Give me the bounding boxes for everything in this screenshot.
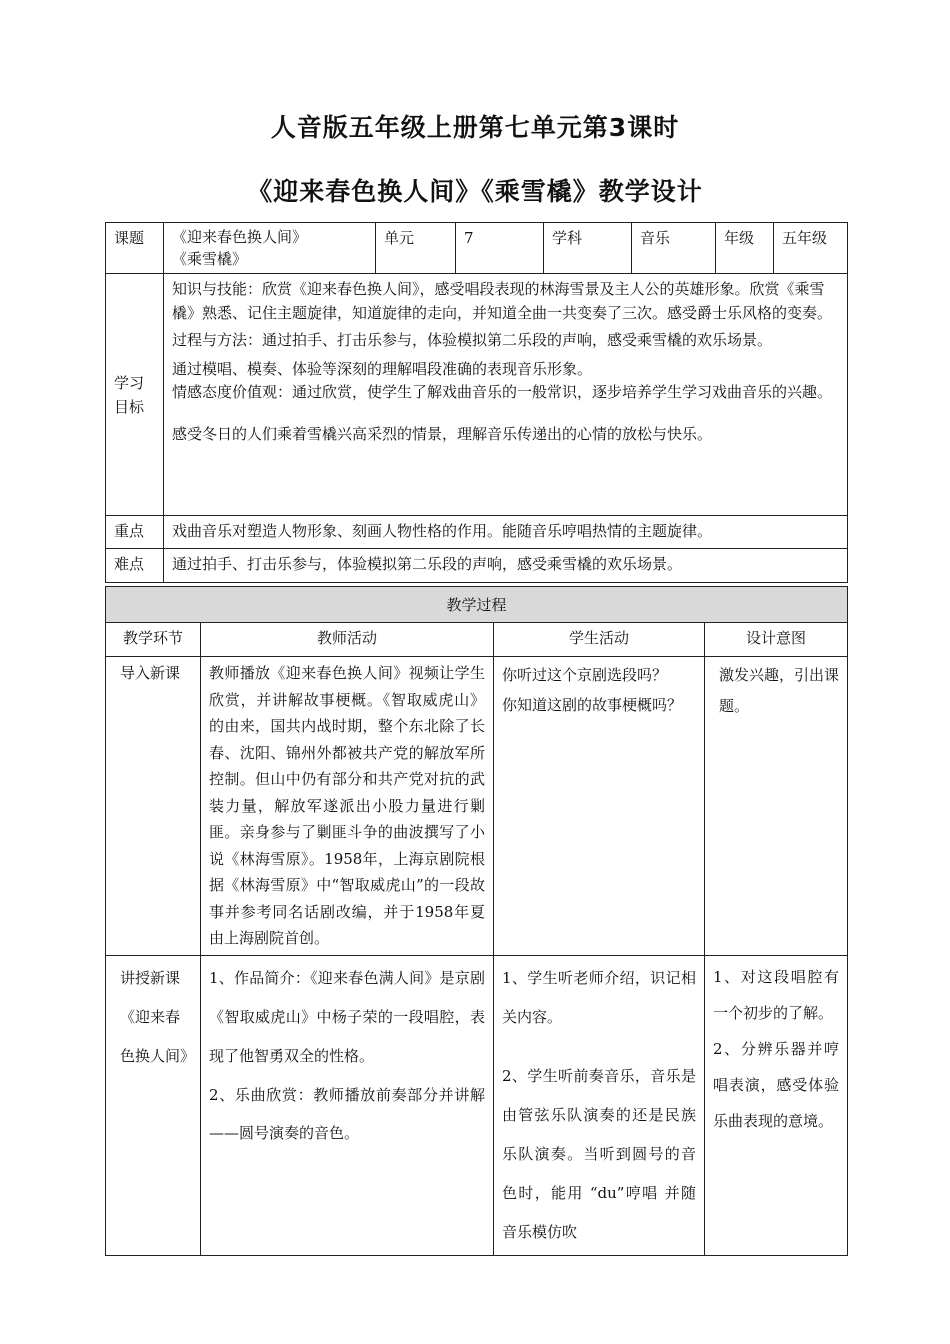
document-subtitle: 《迎来春色换人间》《乘雪橇》教学设计 [247, 177, 703, 206]
objectives-label [106, 274, 164, 516]
difficulty-label: 难点 [106, 549, 164, 583]
unit-value: 7 [456, 223, 544, 274]
difficulty-value: 通过拍手、打击乐参与，体验模拟第二乐段的声响，感受乘雪橇的欢乐场景。 [164, 549, 848, 583]
student-new-lesson-2: 2、学生听前奏音乐，音乐是由管弦乐队演奏的还是民族乐队演奏。当听到圆号的音色时，能用 “du”哼唱 并随音乐模仿吹 [502, 1066, 696, 1241]
topic-value [164, 223, 376, 274]
topic-value-line2: 《乘雪橇》 [172, 250, 248, 268]
student-new-lesson [494, 955, 705, 1255]
student-intro-q2: 你知道这剧的故事梗概吗？ [502, 696, 683, 714]
header-student: 学生活动 [494, 623, 705, 657]
grade-value: 五年级 [774, 223, 848, 274]
subject-value: 音乐 [632, 223, 716, 274]
objective-emotion: 情感态度价值观：通过欣赏，使学生了解戏曲音乐的一般常识，逐步培养学生学习戏曲音乐的兴趣。感受冬日的人们乘着雪橇兴高采烈的情景，理解音乐传递出的心情的放松与快乐。 [172, 383, 833, 443]
student-intro [494, 657, 705, 956]
info-table [105, 222, 848, 583]
topic-label: 课题 [106, 223, 164, 274]
student-intro-q1: 你听过这个京剧选段吗？ [502, 666, 668, 684]
teacher-intro: 教师播放《迎来春色换人间》视频让学生欣赏，并讲解故事梗概。《智取威虎山》的由来，国共内战时期，整个东北除了长春、沈阳、锦州外都被共产党的解放军所控制。但山中仍有部分和共产党对抗的武装力量，解放军遂派出小股力量进行剿匪。亲身参与了剿匪斗争的曲波撰写了小说《林海雪原》。1958年，上海京剧院根据《林海雪原》中“智取威虎山”的一段故事并参考同名话剧改编，并于1958年夏由上海剧院首创。 [201, 657, 494, 956]
objective-knowledge: 知识与技能：欣赏《迎来春色换人间》，感受唱段表现的林海雪景及主人公的英雄形象。欣赏《乘雪橇》熟悉、记住主题旋律，知道旋律的走向，并知道全曲一共变奏了三次。感受爵士乐风格的变奏。 [172, 280, 833, 322]
intent-new-lesson [705, 955, 848, 1255]
stage-intro: 导入新课 [106, 657, 201, 956]
subject-label: 学科 [544, 223, 632, 274]
objective-process: 过程与方法：通过拍手、打击乐参与，体验模拟第二乐段的声响，感受乘雪橇的欢乐场景。 [172, 331, 773, 349]
objectives-label-1: 学习 [114, 373, 145, 392]
header-stage: 教学环节 [106, 623, 201, 657]
intent-new-lesson-2: 2、分辨乐器并哼唱表演，感受体验乐曲表现的意境。 [713, 1039, 840, 1130]
objectives-label-2: 目标 [114, 397, 145, 416]
teacher-new-lesson-1: 1、作品简介：《迎来春色满人间》是京剧《智取威虎山》中杨子荣的一段唱腔，表现了他智勇双全的性格。 [209, 968, 485, 1065]
stage-new-lesson: 讲授新课《迎来春色换人间》 [106, 955, 201, 1255]
topic-value-line1: 《迎来春色换人间》 [172, 228, 308, 246]
intent-new-lesson-1: 1、对这段唱腔有一个初步的了解。 [713, 967, 840, 1022]
unit-label: 单元 [376, 223, 456, 274]
document-title: 人音版五年级上册第七单元第3课时 [270, 113, 680, 142]
header-teacher: 教师活动 [201, 623, 494, 657]
key-value: 戏曲音乐对塑造人物形象、刻画人物性格的作用。能随音乐哼唱热情的主题旋律。 [164, 516, 848, 549]
teacher-new-lesson-2: 2、乐曲欣赏：教师播放前奏部分并讲解——圆号演奏的音色。 [209, 1085, 485, 1142]
key-label: 重点 [106, 516, 164, 549]
objective-method: 通过模唱、模奏、体验等深刻的理解唱段准确的表现音乐形象。 [172, 360, 593, 378]
objectives-content [164, 274, 848, 516]
grade-label: 年级 [716, 223, 774, 274]
header-intent: 设计意图 [705, 623, 848, 657]
intent-intro: 激发兴趣，引出课题。 [705, 657, 848, 956]
student-new-lesson-1: 1、学生听老师介绍，识记相关内容。 [502, 968, 696, 1026]
section-title: 教学过程 [106, 587, 848, 623]
process-table [105, 586, 848, 1256]
teacher-new-lesson [201, 955, 494, 1255]
